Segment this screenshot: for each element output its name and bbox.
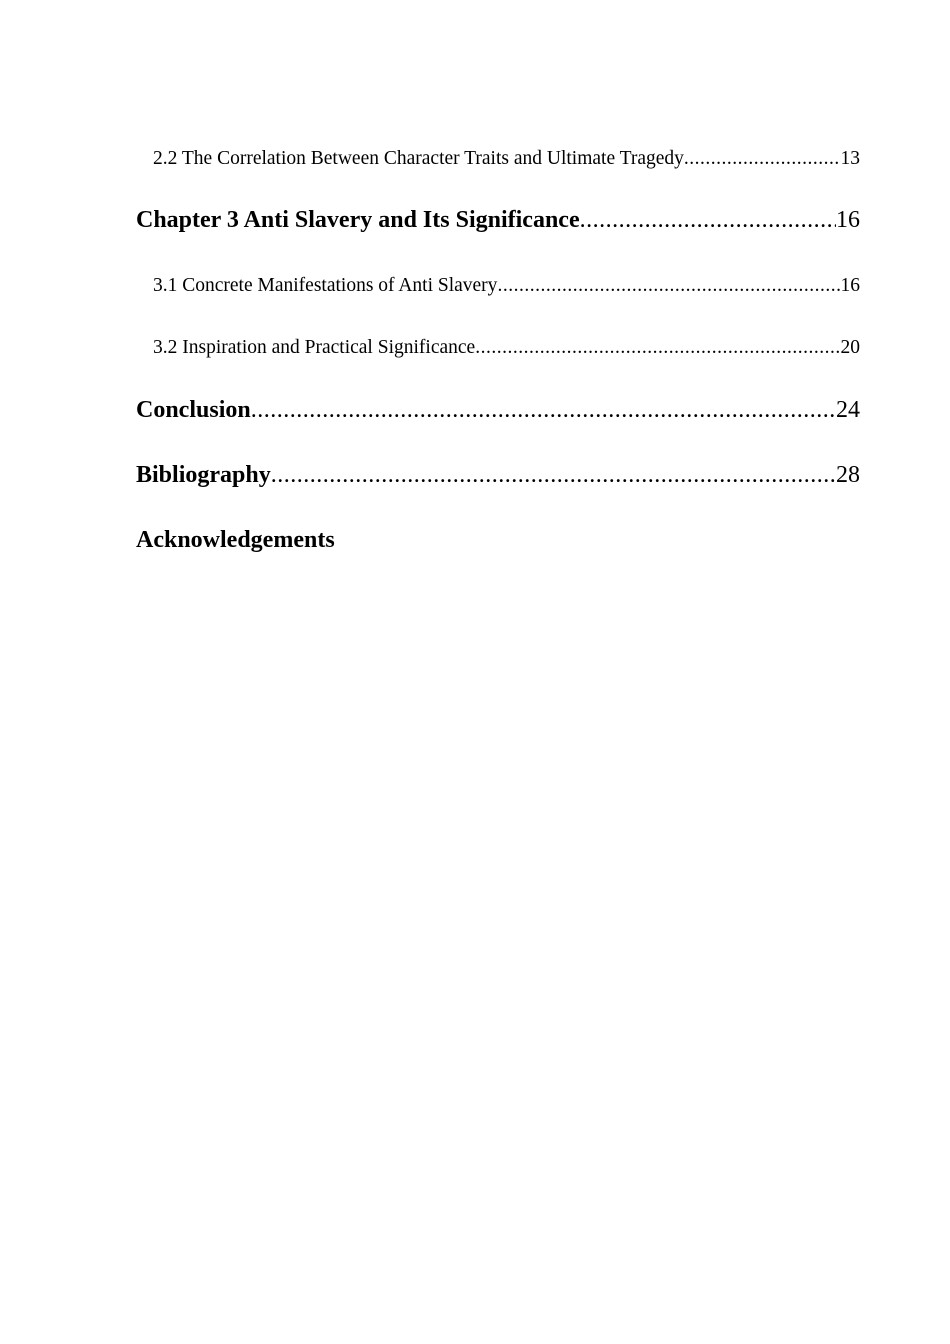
toc-entry-acknowledgements[interactable] <box>136 527 860 554</box>
toc-entry-label: 3.2 Inspiration and Practical Significance <box>153 337 476 358</box>
toc-dot-leader <box>497 275 840 297</box>
toc-page-number: 16 <box>840 275 860 296</box>
toc-entry-chapter-3[interactable] <box>136 207 860 234</box>
toc-entry-3-2[interactable] <box>153 337 860 359</box>
toc-page-number: 16 <box>836 207 860 233</box>
toc-entry-label: Chapter 3 Anti Slavery and Its Significance <box>136 207 580 233</box>
toc-entry-2-2[interactable] <box>153 148 860 170</box>
toc-entry-conclusion[interactable] <box>136 397 860 424</box>
toc-dot-leader <box>580 207 836 234</box>
toc-entry-label: 3.1 Concrete Manifestations of Anti Slavery <box>153 275 498 296</box>
toc-page-number: 20 <box>840 337 860 358</box>
toc-dot-leader <box>475 337 840 359</box>
toc-entry-label: Acknowledgements <box>136 527 335 553</box>
toc-dot-leader <box>684 148 841 170</box>
toc-entry-label: Bibliography <box>136 462 271 488</box>
toc-dot-leader <box>251 397 836 424</box>
toc-entry-3-1[interactable] <box>153 275 860 297</box>
toc-dot-leader <box>271 462 836 489</box>
toc-page-number: 28 <box>836 462 860 488</box>
toc-page-number: 13 <box>840 148 860 169</box>
toc-entry-label: Conclusion <box>136 397 251 423</box>
toc-entry-label: 2.2 The Correlation Between Character Traits and Ultimate Tragedy <box>153 148 684 169</box>
toc-entry-bibliography[interactable] <box>136 462 860 489</box>
toc-page-number: 24 <box>836 397 860 423</box>
